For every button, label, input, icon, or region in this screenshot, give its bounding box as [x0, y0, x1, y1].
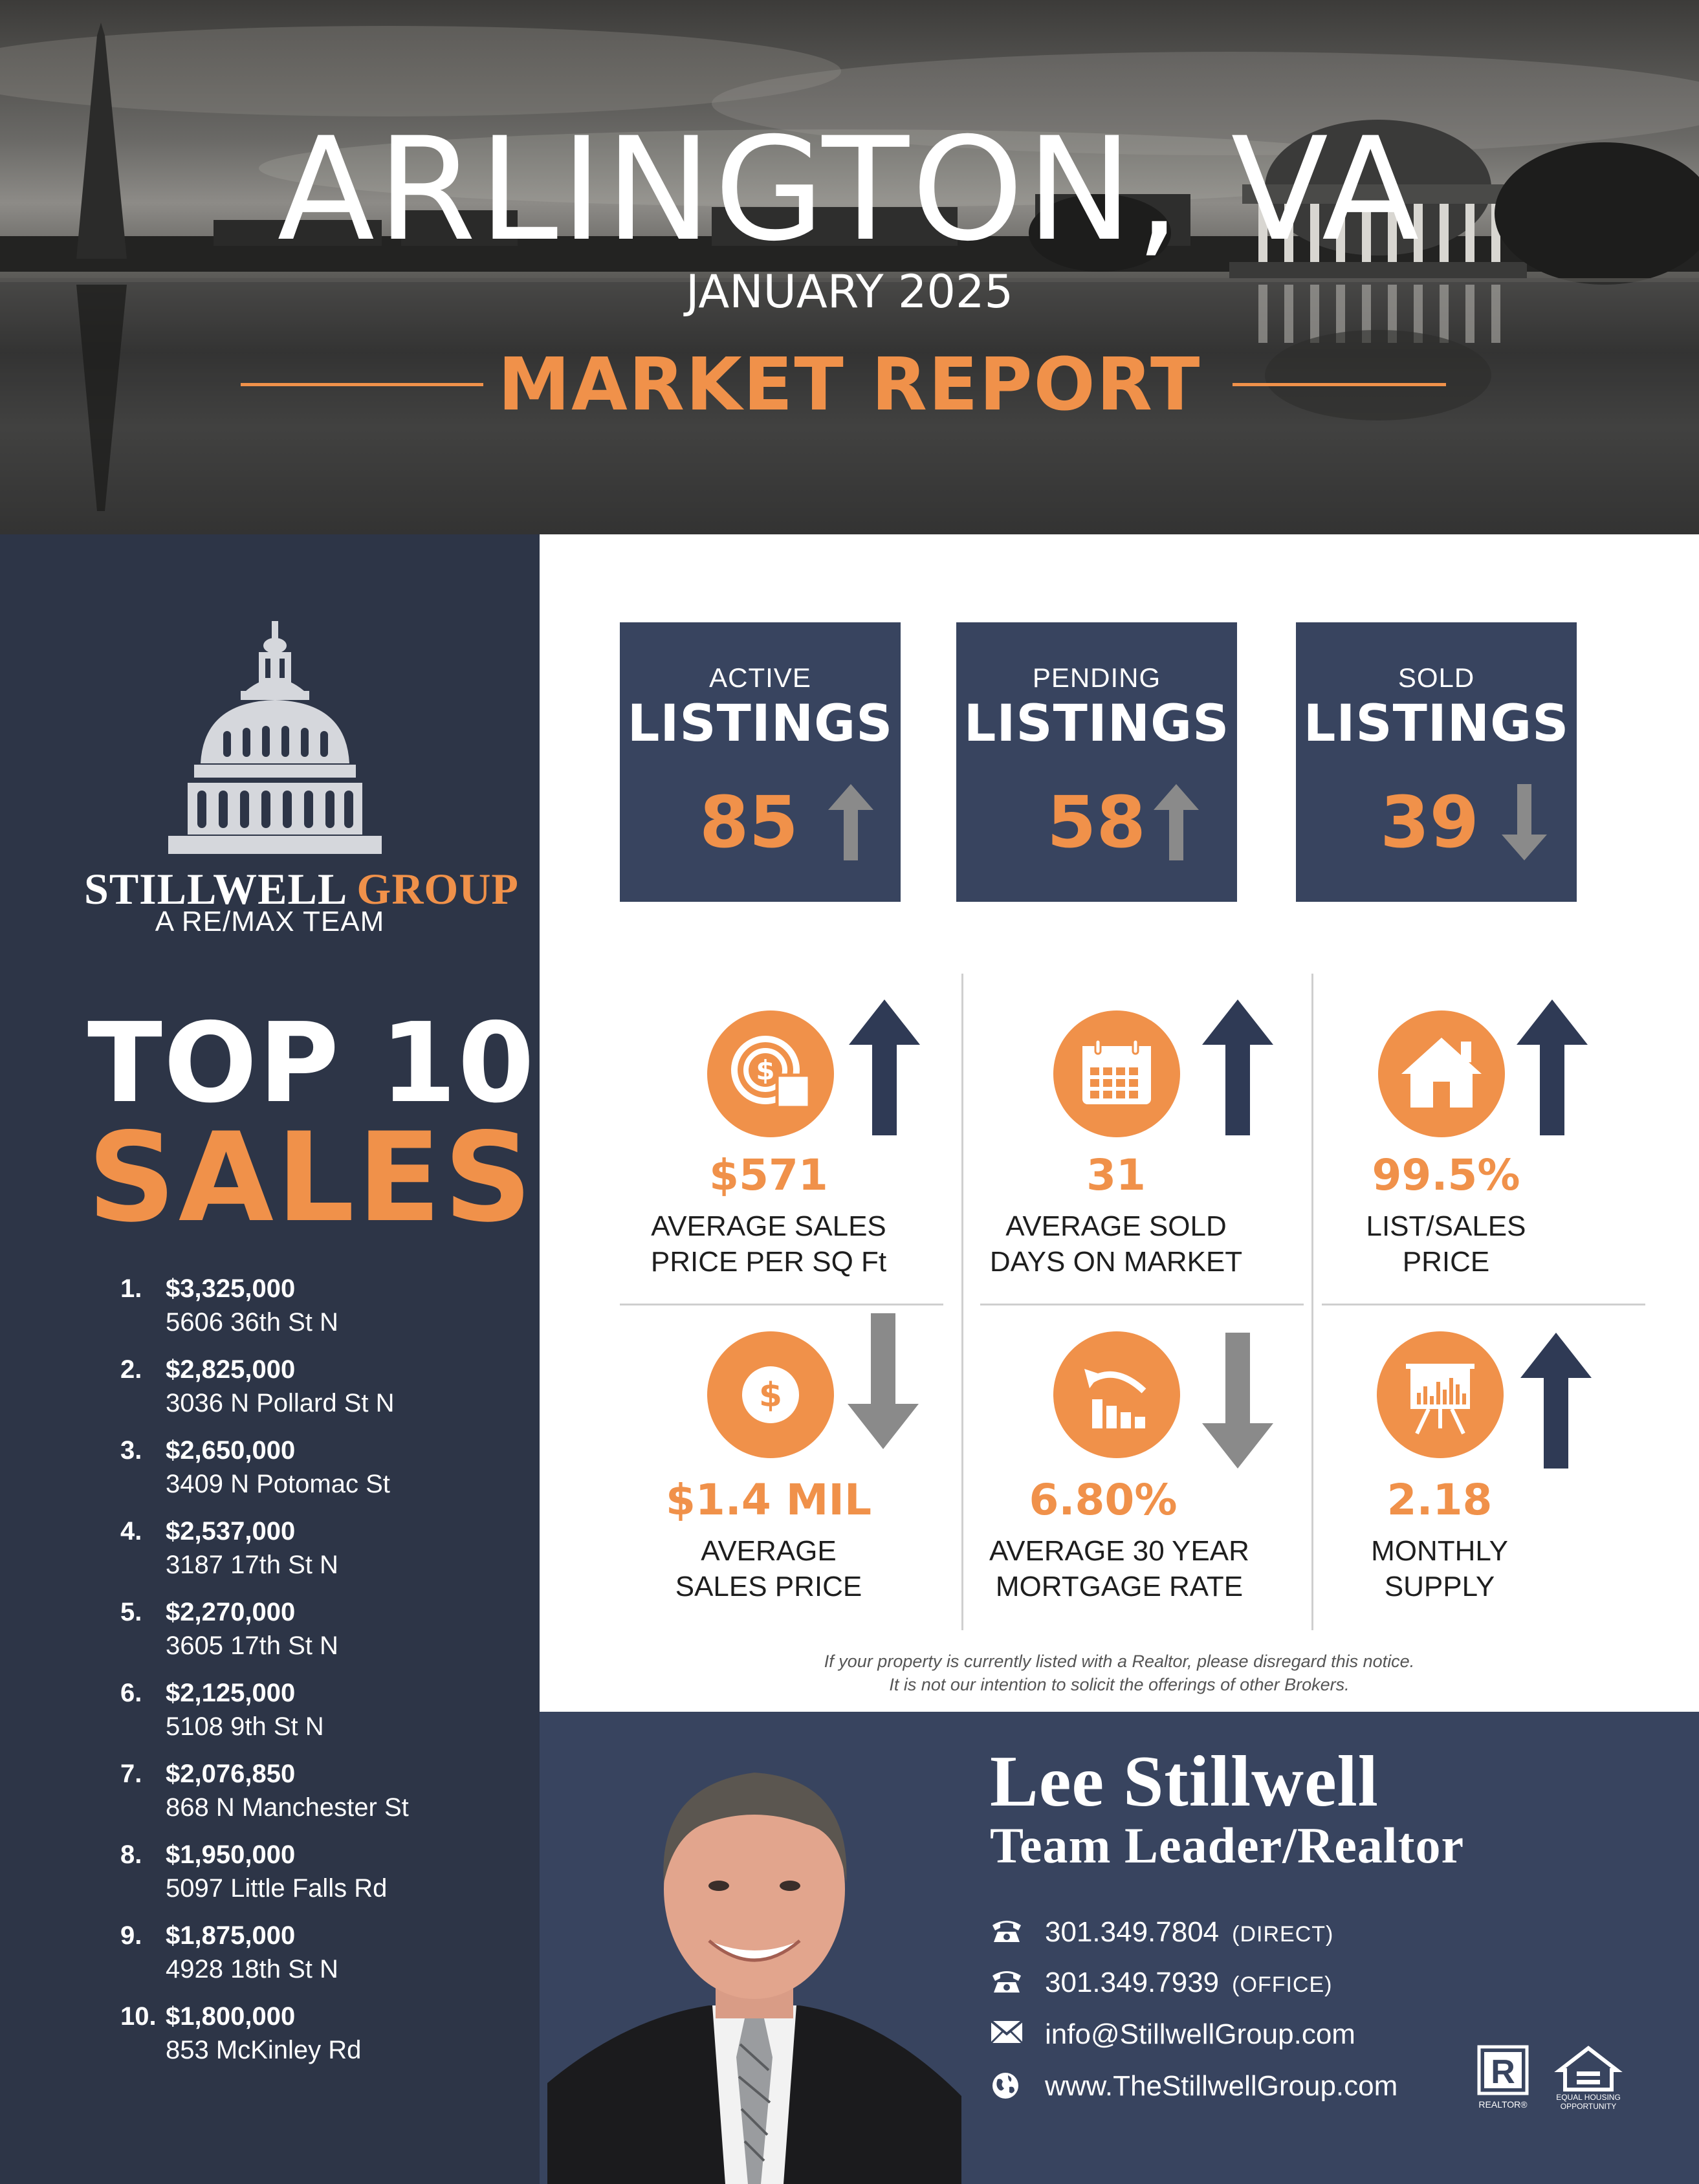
active-listings-box — [620, 622, 901, 902]
agent-title: Team Leader/Realtor — [990, 1817, 1465, 1873]
sale-address: 853 McKinley Rd — [166, 2036, 362, 2064]
label-line: AVERAGE — [701, 1535, 837, 1567]
office-phone-label: (OFFICE) — [1232, 1972, 1333, 1997]
label-line: MORTGAGE RATE — [995, 1571, 1244, 1602]
price-per-sqft-icon — [707, 1010, 834, 1137]
sale-price: $2,076,850 — [166, 1760, 296, 1788]
label-line: AVERAGE 30 YEAR — [989, 1535, 1249, 1567]
grid-divider-vertical — [1311, 974, 1313, 1630]
sale-price: $2,125,000 — [166, 1679, 296, 1707]
sale-address: 5606 36th St N — [166, 1308, 338, 1337]
realtor-badge-text: REALTOR® — [1478, 2099, 1528, 2110]
sale-address: 3605 17th St N — [166, 1632, 338, 1660]
equal-housing-logo-icon — [1550, 2044, 1627, 2112]
sale-rank: 8. — [120, 1840, 142, 1869]
direct-phone-number[interactable]: 301.349.7804 — [1045, 1916, 1220, 1948]
sale-price: $1,800,000 — [166, 2002, 296, 2031]
equal-housing-line1: EQUAL HOUSING — [1556, 2093, 1621, 2102]
pending-listings-label: PENDING — [1032, 662, 1161, 693]
header-banner — [0, 0, 1699, 534]
phone-icon — [990, 1916, 1024, 1945]
sale-address: 3187 17th St N — [166, 1551, 338, 1579]
declining-chart-icon — [1053, 1331, 1180, 1458]
list-sales-price-label — [1297, 1208, 1595, 1280]
sale-rank: 6. — [120, 1679, 142, 1707]
title-rule-right — [1233, 383, 1446, 386]
mortgage-rate-label — [970, 1533, 1268, 1604]
label-line: DAYS ON MARKET — [989, 1246, 1243, 1278]
grid-divider-horizontal — [1322, 1304, 1645, 1305]
report-date: JANUARY 2025 — [685, 265, 1014, 318]
sale-rank: 9. — [120, 1921, 142, 1950]
grid-divider-vertical — [961, 974, 963, 1630]
label-line: AVERAGE SOLD — [1005, 1210, 1227, 1242]
realtor-logo-icon — [1475, 2044, 1533, 2112]
label-line: SUPPLY — [1384, 1571, 1495, 1602]
sale-price: $2,270,000 — [166, 1598, 296, 1626]
active-listings-label-big: LISTINGS — [627, 695, 893, 753]
calendar-icon — [1053, 1010, 1180, 1137]
website-url[interactable]: www.TheStillwellGroup.com — [1045, 2070, 1398, 2102]
disclaimer-line: If your property is currently listed with a Realtor, please disregard this notice. — [824, 1652, 1415, 1671]
grid-divider-horizontal — [620, 1304, 943, 1305]
avg-sales-price-label — [620, 1533, 917, 1604]
disclaimer-line: It is not our intention to solicit the offerings of other Brokers. — [889, 1675, 1350, 1694]
pending-listings-label-big: LISTINGS — [963, 695, 1230, 753]
market-report-heading: MARKET REPORT — [498, 343, 1201, 427]
agent-name: Lee Stillwell — [990, 1742, 1379, 1822]
office-phone-number[interactable]: 301.349.7939 — [1045, 1967, 1220, 1998]
sold-listings-box — [1296, 622, 1577, 902]
sale-rank: 3. — [120, 1436, 142, 1465]
monthly-supply-label — [1291, 1533, 1588, 1604]
sale-price: $2,537,000 — [166, 1517, 296, 1545]
monthly-supply-value: 2.18 — [1387, 1475, 1493, 1525]
sale-rank: 2. — [120, 1355, 142, 1384]
sale-rank: 5. — [120, 1598, 142, 1626]
sale-rank: 10. — [120, 2002, 157, 2031]
sale-address: 3036 N Pollard St N — [166, 1389, 395, 1417]
label-line: MONTHLY — [1371, 1535, 1508, 1567]
trend-up-arrow-icon — [1517, 999, 1588, 1135]
sold-listings-label: SOLD — [1398, 662, 1475, 693]
trend-down-arrow-icon — [1502, 784, 1547, 860]
sale-address: 868 N Manchester St — [166, 1793, 409, 1822]
sale-price: $2,650,000 — [166, 1436, 296, 1465]
trend-up-arrow-icon — [1202, 999, 1273, 1135]
brand-tagline: A RE/MAX TEAM — [155, 906, 385, 937]
trend-down-arrow-icon — [1202, 1333, 1273, 1469]
globe-icon — [990, 2070, 1024, 2101]
email-address[interactable]: info@StillwellGroup.com — [1045, 2018, 1355, 2050]
trend-up-arrow-icon — [828, 784, 873, 860]
trend-up-arrow-icon — [1520, 1333, 1592, 1469]
label-line: SALES PRICE — [675, 1571, 862, 1602]
top10-heading-line1: TOP 10 — [87, 999, 536, 1128]
grid-divider-horizontal — [980, 1304, 1304, 1305]
sale-address: 3409 N Potomac St — [166, 1470, 390, 1498]
avg-price-per-sqft-value: $571 — [709, 1150, 828, 1200]
label-line: LIST/SALES — [1366, 1210, 1526, 1242]
svg-text:$: $ — [756, 1054, 775, 1086]
email-icon — [990, 2018, 1024, 2047]
sale-rank: 4. — [120, 1517, 142, 1545]
house-icon — [1378, 1010, 1505, 1137]
svg-text:R: R — [1491, 2053, 1515, 2091]
report-city-title: ARLINGTON, VA — [277, 107, 1422, 272]
sale-address: 5108 9th St N — [166, 1712, 324, 1741]
trend-down-arrow-icon — [848, 1313, 919, 1449]
label-line: PRICE PER SQ Ft — [650, 1246, 887, 1278]
sale-address: 4928 18th St N — [166, 1955, 338, 1983]
active-listings-label: ACTIVE — [709, 662, 811, 693]
capitol-dome-logo-icon — [168, 621, 382, 867]
sale-rank: 1. — [120, 1274, 142, 1303]
disclaimer-notice — [540, 1650, 1699, 1696]
sale-price: $3,325,000 — [166, 1274, 296, 1303]
sale-price: $2,825,000 — [166, 1355, 296, 1384]
sale-address: 5097 Little Falls Rd — [166, 1874, 388, 1903]
trend-up-arrow-icon — [1154, 784, 1199, 860]
avg-days-on-market-value: 31 — [1086, 1150, 1146, 1200]
dollar-coin-icon — [707, 1331, 834, 1458]
brand-name-part2: GROUP — [345, 864, 519, 913]
sold-listings-label-big: LISTINGS — [1303, 695, 1570, 753]
avg-price-per-sqft-label — [620, 1208, 917, 1280]
svg-text:$: $ — [758, 1376, 783, 1415]
agent-headshot-photo — [547, 1734, 961, 2184]
presentation-board-icon — [1377, 1331, 1504, 1458]
direct-phone-label: (DIRECT) — [1232, 1922, 1334, 1947]
pending-listings-value: 58 — [1047, 781, 1146, 864]
list-sales-price-value: 99.5% — [1372, 1150, 1520, 1200]
avg-days-on-market-label — [967, 1208, 1265, 1280]
sale-rank: 7. — [120, 1760, 142, 1788]
phone-icon — [990, 1967, 1024, 1995]
sale-price: $1,875,000 — [166, 1921, 296, 1950]
mortgage-rate-value: 6.80% — [1029, 1475, 1178, 1525]
sold-listings-value: 39 — [1380, 781, 1480, 864]
label-line: PRICE — [1402, 1246, 1490, 1278]
brand-name-part1: STILLWELL — [84, 864, 345, 913]
avg-sales-price-value: $1.4 MIL — [665, 1475, 872, 1525]
pending-listings-box — [956, 622, 1237, 902]
equal-housing-line2: OPPORTUNITY — [1560, 2102, 1617, 2111]
top10-heading-line2: SALES — [87, 1106, 535, 1249]
trend-up-arrow-icon — [849, 999, 920, 1135]
active-listings-value: 85 — [699, 781, 799, 864]
sale-price: $1,950,000 — [166, 1840, 296, 1869]
label-line: AVERAGE SALES — [651, 1210, 886, 1242]
